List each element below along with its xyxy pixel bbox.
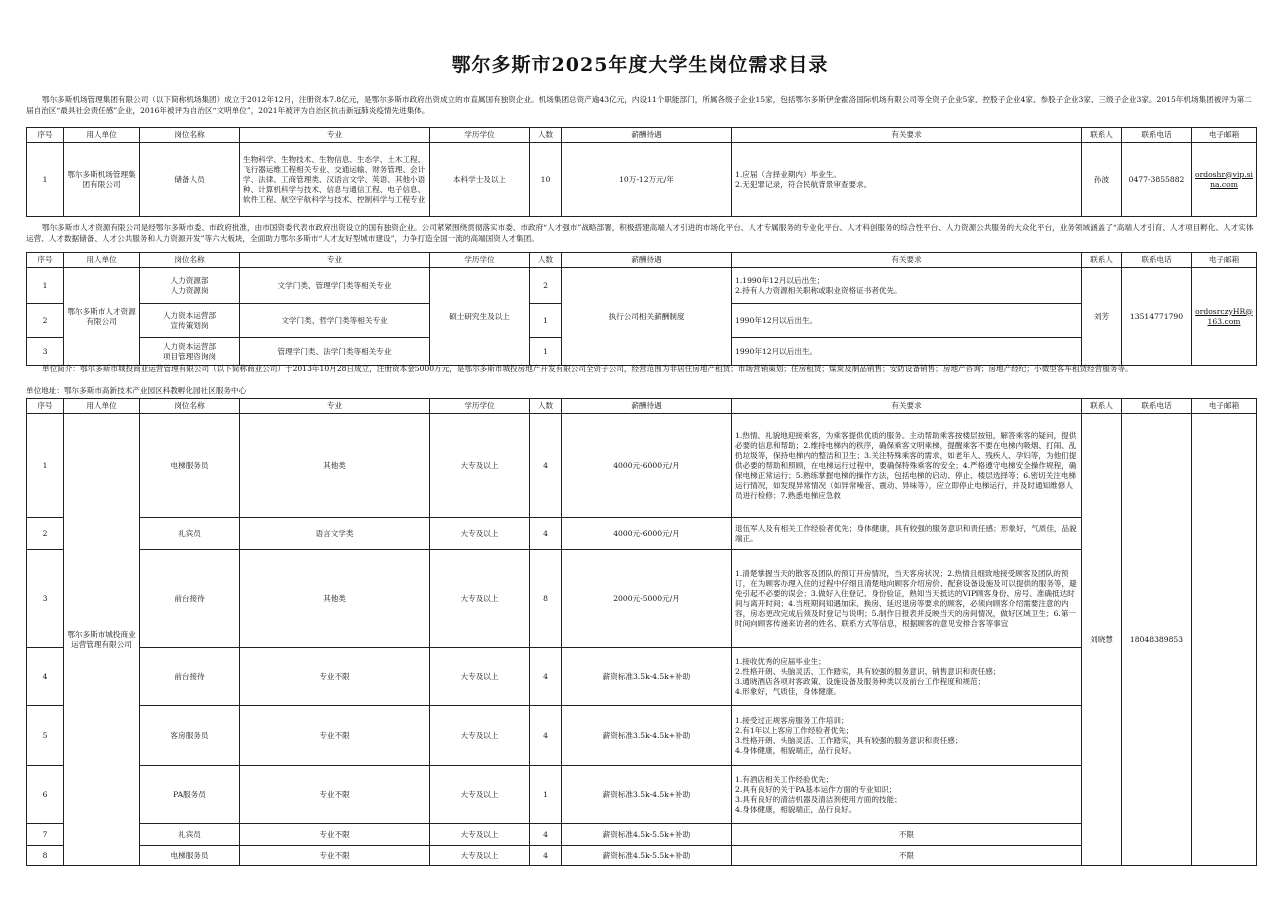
- major-cell: 专业不限: [240, 766, 430, 824]
- table-row: [27, 648, 1257, 706]
- major-cell: 专业不限: [240, 706, 430, 766]
- salary-cell: 执行公司相关薪酬制度: [562, 268, 732, 366]
- post-cell: 礼宾员: [140, 518, 240, 550]
- count-cell: 1: [530, 304, 562, 338]
- row-number: 3: [27, 550, 64, 648]
- count-cell: 2: [530, 268, 562, 304]
- requirements-cell: 1.接受过正规客房服务工作培训； 2.有1年以上客房工作经验者优先； 3.性格开朗、头脑灵活、工作踏实，具有较强的服务意识和责任感； 4.身体健康，相貌端正，品行良好。: [732, 706, 1082, 766]
- requirements-cell: 1.热情、礼貌地迎接乘客，为乘客提供优质的服务。主动帮助乘客按楼层按钮，解答乘客的疑问，提供必要的信息和帮助；2.维持电梯内的秩序，确保乘客文明乘梯，提醒乘客不要在电梯内吸烟、打闹、乱扔垃圾等，保持电梯内的整洁和卫生；3.关注特殊乘客的需求，如老年人、残疾人、孕妇等，为他们提供必要的帮助和照顾，在电梯运行过程中，要确保特殊乘客的安全；4.严格遵守电梯安全操作规程，确保电梯正常运行；5.熟练掌握电梯的操作方法，包括电梯的启动、停止、楼层选择等；6.密切关注电梯运行情况，如发现异常情况（如异常噪音、震动、异味等），应立即停止电梯运行，并及时通知维修人员进行检修；7.熟悉电梯应急救: [732, 414, 1082, 518]
- section2-intro: 鄂尔多斯市人才资源有限公司是经鄂尔多斯市委、市政府批准，由市国资委代表市政府出资设立的国有独资企业。公司紧紧围绕贯彻落实市委、市政府“人才强市”战略部署，积极搭建高端人才引进的市场化平台、人才专属服务的专业化平台、人才科创服务的综合性平台、人力资源公共服务的大众化平台，业务领域涵盖了“高端人才引育、人才项目孵化、人才实体运营、人才数据储备、人才公共服务和人力资源开发”等六大板块，全面助力鄂尔多斯市“人才友好型城市建设”，力争打造全国一流的高端国资人才集团。: [26, 223, 1254, 243]
- requirements-cell: 1.清楚掌握当天的散客及团队的预订开房情况，当天客房状况；2.热情且细致地接受顾客及团队的预订，在为顾客办理入住的过程中仔细且清楚地向顾客介绍房价、配套设备设施及可以提供的服务等，避免引起不必要的误会；3.做好入住登记、身份验证，熟知当天抵达的VIP顾客身份、房号、准确抵达时间与离开时间；4.当班期间知遇加床、换房、延迟退房等要求的顾客，必须向顾客介绍需要注意的内容，房态更改完成后须及时登记与说明；5.制作日报表并反映当天的房间情况，做好区域卫生；6.第一时间向顾客传递来访者的姓名、联系方式等信息，根据顾客的意见安排合客等事宜: [732, 550, 1082, 648]
- table-row: [27, 268, 1257, 304]
- header-cell: 岗位名称: [140, 128, 240, 143]
- row-number: 2: [27, 518, 64, 550]
- section2-table: [26, 252, 1257, 366]
- row-number: 3: [27, 338, 64, 366]
- major-cell: 生物科学、生物技术、生物信息、生态学、土木工程、飞行器运维工程相关专业、交通运输、财务管理、会计学、法律、工商管理类、汉语言文学、英语、其他小语种、计算机科学与技术、信息与通信工程、电子信息、软件工程、航空宇航科学与技术、控制科学与工程专业: [240, 143, 430, 217]
- phone-cell: 0477-3855882: [1122, 143, 1192, 217]
- section3-header-row: [27, 399, 1257, 414]
- header-cell: 学历学位: [430, 128, 530, 143]
- header-cell: 序号: [27, 399, 64, 414]
- table-row: [27, 824, 1257, 846]
- count-cell: 4: [530, 706, 562, 766]
- section1-intro: 鄂尔多斯机场管理集团有限公司（以下简称机场集团）成立于2012年12月，注册资本7.8亿元，是鄂尔多斯市政府出资成立的市直属国有独资企业。机场集团总资产逾43亿元，内设11个职能部门，所属各级子企业15家，包括鄂尔多斯伊金霍洛国际机场有限公司等全资子企业5家、控股子企业4家、参股子企业3家、三级子企业3家。2015年机场集团被评为第二届自治区“最具社会责任感”企业，2016年被评为自治区“文明单位”，2021年被评为自治区抗击新冠肺炎疫情先进集体。: [26, 95, 1252, 115]
- phone-cell: 18048389853: [1122, 414, 1192, 866]
- row-number: 4: [27, 648, 64, 706]
- requirements-cell: 1990年12月以后出生。: [732, 304, 1082, 338]
- count-cell: 1: [530, 338, 562, 366]
- header-cell: 联系电话: [1122, 399, 1192, 414]
- section1-table: [26, 127, 1257, 217]
- table-row: [27, 414, 1257, 518]
- phone-cell: 13514771790: [1122, 268, 1192, 366]
- row-number: 1: [27, 268, 64, 304]
- header-cell: 联系人: [1082, 399, 1122, 414]
- salary-cell: 2000元-5000元/月: [562, 550, 732, 648]
- post-cell: 储备人员: [140, 143, 240, 217]
- header-cell: 人数: [530, 399, 562, 414]
- section3-intro: 单位简介：鄂尔多斯市城投商业运营管理有限公司（以下简称商业公司）于2013年10月28日成立，注册资本金5000万元，是鄂尔多斯市城投房地产开发有限公司全资子公司，经营范围为非居住房地产租赁；市场营销策划；住房租赁；煤炭及制品销售；安防设备销售；房地产咨询；房地产经纪；小微型客车租赁经营服务等。: [42, 364, 1133, 373]
- header-cell: 联系电话: [1122, 128, 1192, 143]
- major-cell: 专业不限: [240, 846, 430, 866]
- count-cell: 4: [530, 518, 562, 550]
- education-cell: 大专及以上: [430, 846, 530, 866]
- header-cell: 专业: [240, 253, 430, 268]
- header-cell: 专业: [240, 399, 430, 414]
- employer-cell: 鄂尔多斯市城投商业运营管理有限公司: [64, 414, 140, 866]
- header-cell: 专业: [240, 128, 430, 143]
- post-cell: 客房服务员: [140, 706, 240, 766]
- post-cell: 人力资本运营部 宣传策划岗: [140, 304, 240, 338]
- header-cell: 薪酬待遇: [562, 399, 732, 414]
- education-cell: 大专及以上: [430, 648, 530, 706]
- header-cell: 岗位名称: [140, 253, 240, 268]
- post-cell: 前台接待: [140, 550, 240, 648]
- salary-cell: 4000元-6000元/月: [562, 518, 732, 550]
- header-cell: 联系人: [1082, 128, 1122, 143]
- count-cell: 1: [530, 766, 562, 824]
- table-row: [27, 550, 1257, 648]
- row-number: 8: [27, 846, 64, 866]
- section3-address: 单位地址：鄂尔多斯市高新技术产业园区科教孵化园社区服务中心: [26, 386, 247, 395]
- header-cell: 用人单位: [64, 399, 140, 414]
- header-cell: 薪酬待遇: [562, 128, 732, 143]
- count-cell: 4: [530, 824, 562, 846]
- count-cell: 8: [530, 550, 562, 648]
- email-link[interactable]: ordosrczyHR@163.com: [1192, 268, 1257, 366]
- education-cell: 大专及以上: [430, 766, 530, 824]
- email-link[interactable]: ordoshr@vip.sina.com: [1192, 143, 1257, 217]
- table-row: [27, 766, 1257, 824]
- post-cell: 人力资本运营部 项目管理咨询岗: [140, 338, 240, 366]
- salary-cell: 薪资标准4.5k-5.5k+补助: [562, 846, 732, 866]
- major-cell: 专业不限: [240, 648, 430, 706]
- page-title: 鄂尔多斯市2025年度大学生岗位需求目录: [451, 54, 829, 76]
- requirements-cell: 1.接收优秀的应届毕业生； 2.性格开朗、头脑灵活、工作踏实，具有较强的服务意识、销售意识和责任感； 3.通晓酒店各项对客政策、设施设备及服务种类以及前台工作程度和规范； 4.形象好，气质佳，身体健康。: [732, 648, 1082, 706]
- salary-cell: 薪资标准3.5k-4.5k+补助: [562, 766, 732, 824]
- row-number: 1: [27, 143, 64, 217]
- post-cell: 电梯服务员: [140, 846, 240, 866]
- contact-cell: 孙波: [1082, 143, 1122, 217]
- header-cell: 电子邮箱: [1192, 253, 1257, 268]
- row-number: 6: [27, 766, 64, 824]
- requirements-cell: 1990年12月以后出生。: [732, 338, 1082, 366]
- header-cell: 学历学位: [430, 399, 530, 414]
- table-row: [27, 143, 1257, 217]
- contact-cell: 刘芳: [1082, 268, 1122, 366]
- major-cell: 文学门类、哲学门类等相关专业: [240, 304, 430, 338]
- header-cell: 薪酬待遇: [562, 253, 732, 268]
- post-cell: 礼宾员: [140, 824, 240, 846]
- email-cell: [1192, 414, 1257, 866]
- count-cell: 10: [530, 143, 562, 217]
- section1-header-row: [27, 128, 1257, 143]
- requirements-cell: 退伍军人及有相关工作经验者优先；身体健康，具有较强的服务意识和责任感；形象好，气质佳，品貌端正。: [732, 518, 1082, 550]
- header-cell: 人数: [530, 128, 562, 143]
- header-cell: 有关要求: [732, 128, 1082, 143]
- salary-cell: 薪资标准3.5k-4.5k+补助: [562, 648, 732, 706]
- education-cell: 硕士研究生及以上: [430, 268, 530, 366]
- table-row: [27, 706, 1257, 766]
- major-cell: 语言文学类: [240, 518, 430, 550]
- header-cell: 电子邮箱: [1192, 399, 1257, 414]
- header-cell: 序号: [27, 128, 64, 143]
- education-cell: 大专及以上: [430, 824, 530, 846]
- section3-table: [26, 398, 1257, 866]
- requirements-cell: 1.1990年12月以后出生； 2.持有人力资源相关职称或职业资格证书者优先。: [732, 268, 1082, 304]
- education-cell: 大专及以上: [430, 550, 530, 648]
- contact-cell: 刘晓慧: [1082, 414, 1122, 866]
- row-number: 2: [27, 304, 64, 338]
- header-cell: 用人单位: [64, 253, 140, 268]
- header-cell: 联系电话: [1122, 253, 1192, 268]
- education-cell: 大专及以上: [430, 706, 530, 766]
- major-cell: 管理学门类、法学门类等相关专业: [240, 338, 430, 366]
- header-cell: 有关要求: [732, 399, 1082, 414]
- section2-header-row: [27, 253, 1257, 268]
- header-cell: 学历学位: [430, 253, 530, 268]
- post-cell: 前台接待: [140, 648, 240, 706]
- table-row: [27, 846, 1257, 866]
- count-cell: 4: [530, 846, 562, 866]
- major-cell: 文学门类、管理学门类等相关专业: [240, 268, 430, 304]
- count-cell: 4: [530, 648, 562, 706]
- major-cell: 其他类: [240, 550, 430, 648]
- employer-cell: 鄂尔多斯市人才资源有限公司: [64, 268, 140, 366]
- education-cell: 大专及以上: [430, 414, 530, 518]
- header-cell: 有关要求: [732, 253, 1082, 268]
- row-number: 5: [27, 706, 64, 766]
- requirements-cell: 1.应届（含择业期内）毕业生。 2.无犯罪记录，符合民航背景审查要求。: [732, 143, 1082, 217]
- row-number: 1: [27, 414, 64, 518]
- header-cell: 人数: [530, 253, 562, 268]
- post-cell: PA服务员: [140, 766, 240, 824]
- header-cell: 序号: [27, 253, 64, 268]
- requirements-cell: 不限: [732, 846, 1082, 866]
- post-cell: 人力资源部 人力资源岗: [140, 268, 240, 304]
- salary-cell: 薪资标准4.5k-5.5k+补助: [562, 824, 732, 846]
- major-cell: 专业不限: [240, 824, 430, 846]
- header-cell: 电子邮箱: [1192, 128, 1257, 143]
- row-number: 7: [27, 824, 64, 846]
- header-cell: 用人单位: [64, 128, 140, 143]
- count-cell: 4: [530, 414, 562, 518]
- post-cell: 电梯服务员: [140, 414, 240, 518]
- major-cell: 其他类: [240, 414, 430, 518]
- salary-cell: 薪资标准3.5k-4.5k+补助: [562, 706, 732, 766]
- employer-cell: 鄂尔多斯机场管理集团有限公司: [64, 143, 140, 217]
- salary-cell: 10万-12万元/年: [562, 143, 732, 217]
- requirements-cell: 不限: [732, 824, 1082, 846]
- requirements-cell: 1.有酒店相关工作经验优先； 2.具有良好的关于PA基本运作方面的专业知识； 3.具有良好的清洁机器及清洁剂使用方面的技能； 4.身体健康，相貌端正，品行良好。: [732, 766, 1082, 824]
- salary-cell: 4000元-6000元/月: [562, 414, 732, 518]
- education-cell: 大专及以上: [430, 518, 530, 550]
- education-cell: 本科学士及以上: [430, 143, 530, 217]
- header-cell: 联系人: [1082, 253, 1122, 268]
- table-row: [27, 518, 1257, 550]
- header-cell: 岗位名称: [140, 399, 240, 414]
